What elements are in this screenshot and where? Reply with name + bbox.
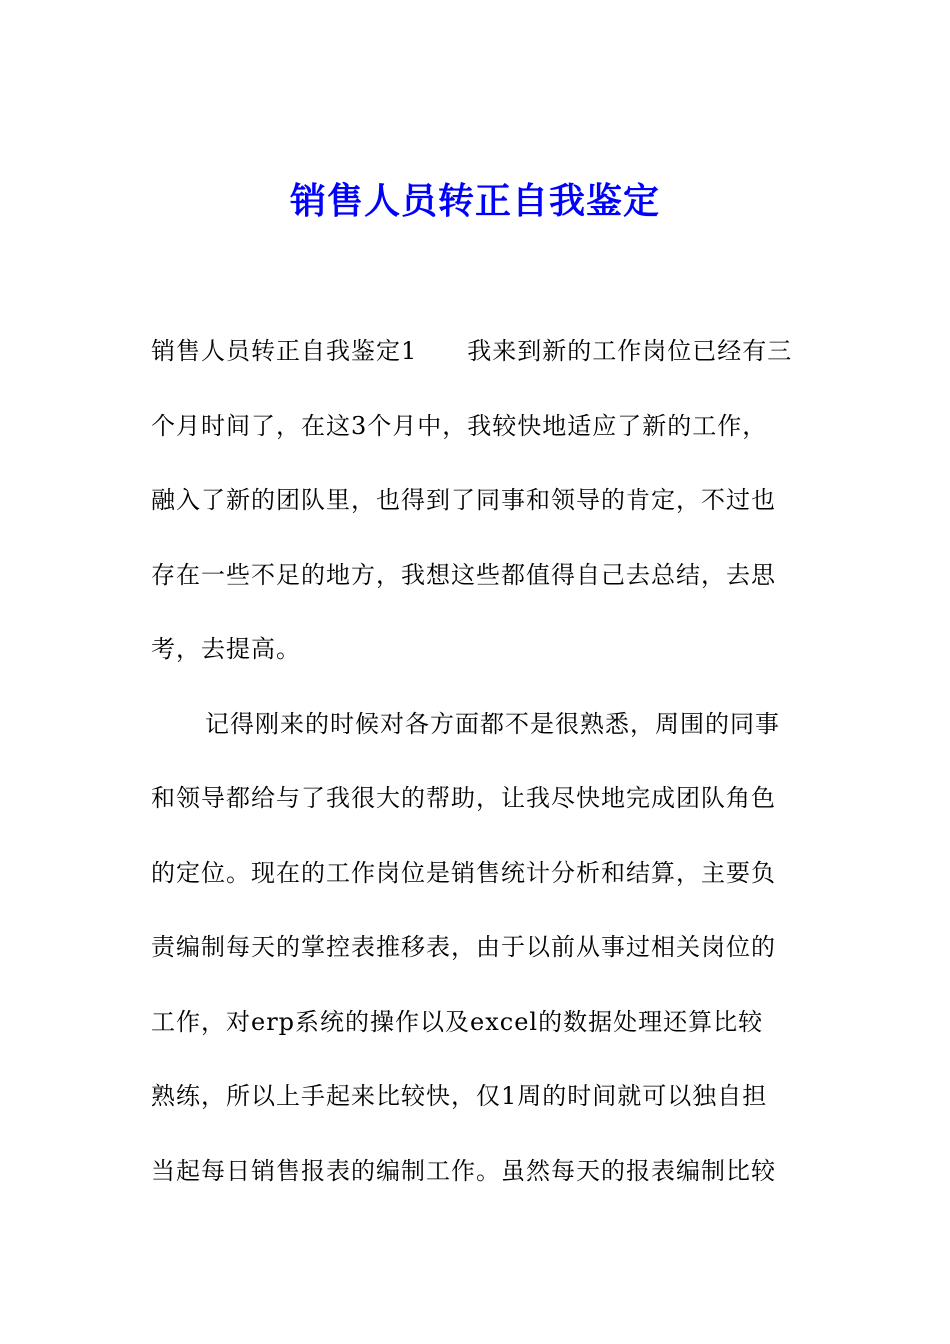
text-line: 的定位。现在的工作岗位是销售统计分析和结算，主要负 (151, 859, 776, 887)
text-line: 记得刚来的时候对各方面都不是很熟悉，周围的同事 (205, 710, 780, 738)
text-line: 工作，对erp系统的操作以及excel的数据处理还算比较 (151, 1008, 764, 1036)
text-line: 责编制每天的掌控表推移表，由于以前从事过相关岗位的 (151, 933, 776, 961)
text-line: 融入了新的团队里，也得到了同事和领导的肯定，不过也 (151, 486, 776, 514)
document-title: 销售人员转正自我鉴定 (289, 181, 660, 222)
text-line: 销售人员转正自我鉴定1 我来到新的工作岗位已经有三 (151, 337, 793, 365)
text-line: 熟练，所以上手起来比较快，仅1周的时间就可以独自担 (151, 1082, 768, 1110)
text-line: 和领导都给与了我很大的帮助，让我尽快地完成团队角色 (151, 784, 776, 812)
text-line: 存在一些不足的地方，我想这些都值得自己去总结，去思 (151, 561, 776, 589)
text-line: 当起每日销售报表的编制工作。虽然每天的报表编制比较 (151, 1157, 776, 1185)
text-line: 个月时间了，在这3个月中，我较快地适应了新的工作， (151, 412, 768, 440)
text-line: 考，去提高。 (151, 635, 301, 663)
